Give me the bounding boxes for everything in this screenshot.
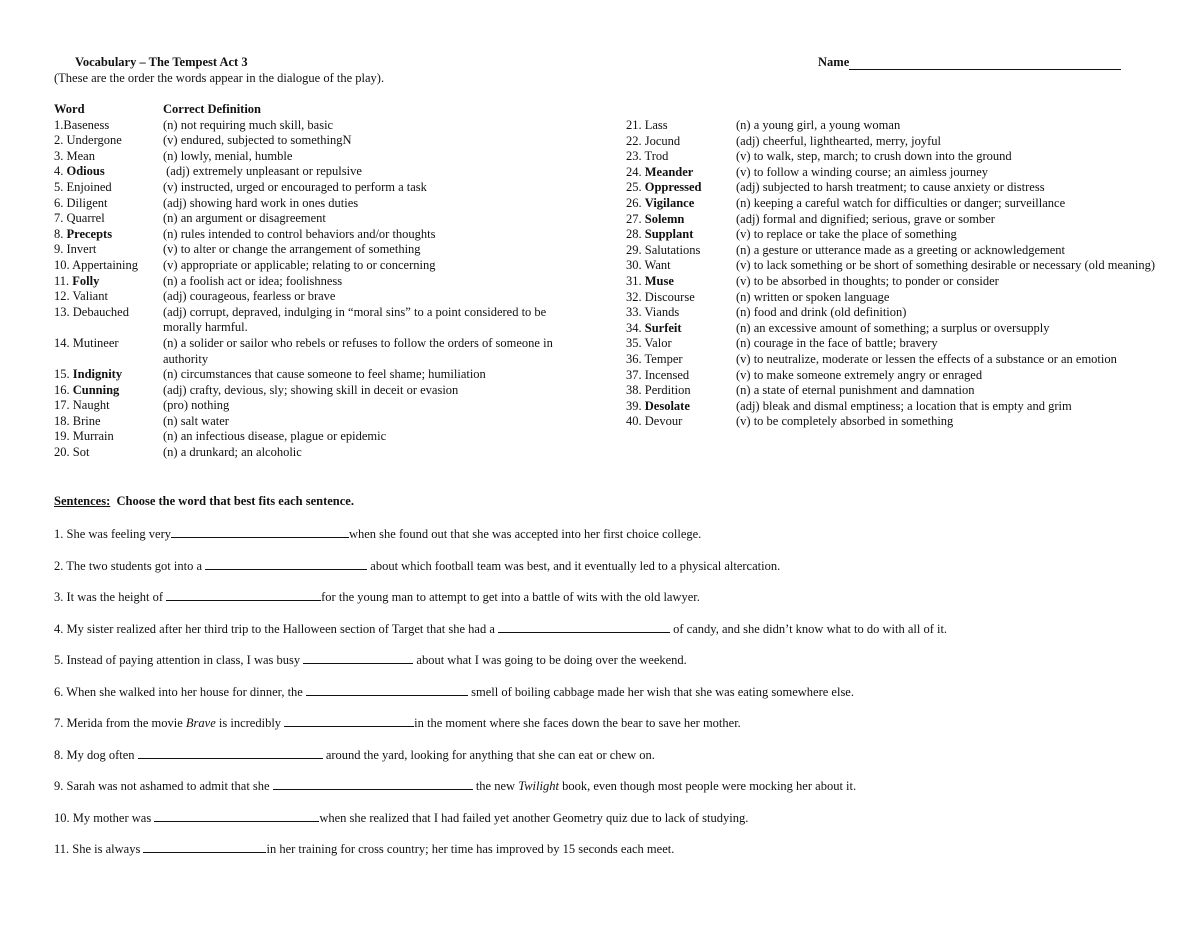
vocab-word-cell (54, 445, 163, 461)
vocab-word-cell (626, 149, 736, 165)
vocab-row (54, 164, 584, 180)
vocab-definition: (v) to lack something or be short of something desirable or necessary (old meaning) (736, 258, 1155, 273)
vocab-number: 33. (626, 305, 645, 320)
answer-blank[interactable] (284, 715, 414, 727)
vocab-row (54, 258, 584, 274)
definition-column-header: Correct Definition (163, 102, 262, 116)
vocab-word-cell (626, 414, 736, 430)
sentences-heading (54, 494, 354, 509)
vocab-definition: (n) lowly, menial, humble (163, 148, 293, 163)
vocab-word: Mutineer (72, 335, 119, 350)
vocab-row (626, 165, 1156, 181)
vocab-word: Valiant (72, 289, 108, 304)
vocab-word-cell (626, 321, 736, 337)
vocab-row (626, 196, 1156, 212)
vocab-word: Muse (644, 273, 674, 288)
vocab-definition: (adj) subjected to harsh treatment; to cause anxiety or distress (736, 180, 1045, 195)
sentence-list (54, 526, 1154, 873)
vocab-definition: (n) a solider or sailor who rebels or refuses to follow the orders of someone in authority (163, 335, 556, 366)
vocab-word: Brine (72, 413, 101, 428)
worksheet-subtitle: (These are the order the words appear in the dialogue of the play). (54, 71, 385, 85)
vocab-definition: (n) not requiring much skill, basic (163, 117, 334, 132)
sentence-text: around the yard, looking for anything that she can eat or chew on. (322, 747, 655, 762)
vocab-number: 11. (54, 273, 73, 288)
vocab-word: Jocund (644, 133, 681, 148)
vocab-word: Trod (644, 149, 669, 164)
vocab-number: 28. (626, 227, 645, 242)
vocab-definition: (adj) extremely unpleasant or repulsive (163, 164, 362, 179)
answer-blank[interactable] (498, 621, 670, 633)
vocab-number: 16. (54, 382, 73, 397)
vocab-word: Murrain (72, 429, 114, 444)
vocab-number: 31. (626, 273, 645, 288)
answer-blank[interactable] (138, 747, 323, 759)
vocab-word: Naught (72, 398, 110, 413)
vocab-word: Viands (644, 305, 680, 320)
vocab-number: 17. (54, 398, 73, 413)
sentence-text: 1. She was feeling very (54, 527, 171, 541)
vocab-row (626, 290, 1156, 306)
vocab-word-cell (54, 414, 163, 430)
vocab-row (626, 321, 1156, 337)
vocab-word-cell (626, 368, 736, 384)
vocab-word: Precepts (66, 226, 113, 241)
answer-blank[interactable] (273, 778, 473, 790)
vocab-number: 4. (54, 164, 67, 179)
vocab-word-cell (626, 134, 736, 150)
vocab-row (54, 133, 584, 149)
vocab-word: Perdition (644, 383, 691, 398)
vocab-number: 25. (626, 180, 645, 195)
vocab-word: Oppressed (644, 180, 702, 195)
vocab-number: 19. (54, 429, 73, 444)
vocab-word-cell (54, 118, 163, 134)
sentence-item (54, 810, 1154, 842)
vocab-number: 12. (54, 289, 73, 304)
sentence-text: smell of boiling cabbage made her wish that she was eating somewhere else. (467, 684, 854, 699)
vocab-number: 18. (54, 413, 73, 428)
vocab-definition: (v) to be absorbed in thoughts; to ponder or consider (736, 273, 999, 288)
vocab-row (54, 227, 584, 243)
vocab-number: 38. (626, 383, 645, 398)
vocab-row (626, 368, 1156, 384)
vocab-number: 39. (626, 398, 645, 413)
vocab-row (626, 274, 1156, 290)
vocab-row (54, 305, 584, 336)
vocab-definition: (adj) showing hard work in ones duties (163, 195, 359, 210)
vocab-word: Diligent (66, 195, 108, 210)
sentence-text: for the young man to attempt to get into a battle of wits with the old lawyer. (321, 590, 700, 604)
name-blank[interactable] (849, 56, 1121, 70)
vocab-definition: (pro) nothing (163, 398, 230, 413)
vocab-definition: (n) a gesture or utterance made as a greeting or acknowledgement (736, 242, 1066, 257)
sentence-text: the new (472, 779, 519, 793)
vocab-word: Indignity (72, 367, 123, 382)
sentence-item (54, 589, 1154, 621)
vocab-row (54, 196, 584, 212)
sentence-item (54, 684, 1154, 716)
vocab-word: Undergone (66, 133, 122, 148)
vocab-word: Invert (66, 242, 97, 257)
answer-blank[interactable] (306, 684, 468, 696)
vocab-row (626, 399, 1156, 415)
vocab-row (54, 274, 584, 290)
sentence-item (54, 558, 1154, 590)
vocab-number: 29. (626, 242, 645, 257)
vocab-word-cell (54, 164, 163, 180)
vocab-word: Cunning (72, 382, 120, 397)
vocab-definition: (v) endured, subjected to somethingN (163, 133, 352, 148)
vocab-number: 3. (54, 148, 67, 163)
sentence-text: of candy, and she didn’t know what to do with all of it. (670, 621, 948, 636)
answer-blank[interactable] (171, 526, 349, 538)
vocab-word-cell (626, 258, 736, 274)
vocab-word: Appertaining (72, 257, 139, 272)
vocab-definition: (adj) formal and dignified; serious, grave or somber (736, 211, 995, 226)
vocab-definition: (v) to make someone extremely angry or enraged (736, 367, 983, 382)
vocab-definition: (adj) corrupt, depraved, indulging in “moral sins” to a point considered to be morally harmful. (163, 304, 550, 335)
vocab-word-cell (54, 398, 163, 414)
sentence-item (54, 778, 1154, 810)
vocab-number: 7. (54, 211, 67, 226)
vocab-definition: (v) to be completely absorbed in something (736, 414, 954, 429)
vocab-row (54, 429, 584, 445)
vocab-word: Surfeit (644, 320, 682, 335)
vocab-definition: (n) salt water (163, 413, 229, 428)
vocab-word: Vigilance (644, 195, 695, 210)
sentence-item (54, 621, 1154, 653)
vocab-word: Valor (644, 336, 672, 351)
vocab-word-cell (54, 274, 163, 290)
vocab-definition: (v) appropriate or applicable; relating to or concerning (163, 257, 436, 272)
vocab-word-cell (626, 180, 736, 196)
worksheet-title: Vocabulary – The Tempest Act 3 (75, 55, 248, 69)
vocab-number: 5. (54, 179, 67, 194)
sentence-item (54, 526, 1154, 558)
vocab-row (626, 180, 1156, 196)
vocab-number: 24. (626, 164, 645, 179)
vocab-row (54, 242, 584, 258)
vocab-definition: (n) an argument or disagreement (163, 211, 326, 226)
vocab-definition: (v) to replace or take the place of something (736, 227, 957, 242)
sentence-text: 5. Instead of paying attention in class, I was busy (54, 653, 304, 667)
vocab-word-cell (626, 336, 736, 352)
vocab-row (54, 414, 584, 430)
vocab-word-cell (54, 149, 163, 165)
vocab-word: Desolate (644, 398, 690, 413)
vocab-definition: (n) an excessive amount of something; a surplus or oversupply (736, 320, 1050, 335)
vocab-word-cell (54, 180, 163, 196)
vocab-definition: (n) rules intended to control behaviors and/or thoughts (163, 226, 436, 241)
sentence-item (54, 841, 1154, 873)
sentence-text: in the moment where she faces down the bear to save her mother. (414, 716, 741, 730)
vocab-word: Folly (72, 273, 100, 288)
vocab-word-cell (54, 289, 163, 305)
vocab-number: 34. (626, 320, 645, 335)
vocab-row (54, 211, 584, 227)
vocab-word: Meander (644, 164, 694, 179)
vocab-number: 8. (54, 226, 67, 241)
vocab-number: 30. (626, 258, 645, 273)
vocab-definition: (n) food and drink (old definition) (736, 305, 907, 320)
answer-blank[interactable] (166, 589, 321, 601)
sentence-text: when she realized that I had failed yet another Geometry quiz due to lack of studying. (319, 810, 749, 825)
vocab-definition: (v) to neutralize, moderate or lessen the effects of a substance or an emotion (736, 351, 1117, 366)
answer-blank[interactable] (154, 810, 319, 822)
vocab-row (54, 118, 584, 134)
vocab-definition: (v) to walk, step, march; to crush down into the ground (736, 149, 1012, 164)
vocab-definition: (adj) crafty, devious, sly; showing skill in deceit or evasion (163, 382, 459, 397)
sentence-text: book, even though most people were mocking her about it. (558, 779, 857, 793)
vocab-definition: (n) written or spoken language (736, 289, 890, 304)
vocab-word-cell (626, 243, 736, 259)
vocab-number: 9. (54, 242, 67, 257)
sentence-item (54, 715, 1154, 747)
sentence-text: 8. My dog often (54, 747, 138, 762)
vocab-row (626, 212, 1156, 228)
name-label: Name (818, 55, 850, 69)
vocab-row (54, 149, 584, 165)
vocab-row (54, 336, 584, 367)
vocab-number: 32. (626, 289, 645, 304)
vocab-definition: (n) a young girl, a young woman (736, 118, 901, 132)
vocab-row (626, 336, 1156, 352)
word-column-header: Word (54, 102, 85, 116)
vocab-word: Want (644, 258, 671, 273)
vocab-row (626, 352, 1156, 368)
vocab-word: Sot (72, 445, 90, 460)
answer-blank[interactable] (205, 558, 367, 570)
sentence-text: 7. Merida from the movie (54, 716, 186, 730)
vocab-number: 27. (626, 211, 645, 226)
vocab-word-cell (626, 165, 736, 181)
vocab-word-cell (626, 227, 736, 243)
vocab-word-cell (54, 336, 163, 367)
sentence-italic-title: Brave (185, 716, 216, 730)
vocab-row (626, 383, 1156, 399)
vocab-number: 23. (626, 149, 645, 164)
vocab-row (626, 258, 1156, 274)
vocab-row (626, 134, 1156, 150)
sentence-text: 10. My mother was (54, 810, 155, 825)
vocab-word: Discourse (644, 289, 695, 304)
vocab-word-cell (626, 274, 736, 290)
vocab-word: Salutations (644, 242, 701, 257)
vocab-word: Debauched (72, 304, 129, 319)
vocab-word: Devour (644, 414, 683, 429)
sentence-text: 2. The two students got into a (54, 558, 206, 573)
vocab-word: Lass (644, 118, 668, 132)
vocab-word-cell (626, 290, 736, 306)
vocab-word: Temper (644, 351, 683, 366)
vocab-definition: (v) to alter or change the arrangement of something (163, 242, 421, 257)
vocab-word: Mean (66, 148, 95, 163)
vocab-number: 6. (54, 195, 67, 210)
vocab-number: 14. (54, 335, 73, 350)
vocab-row (54, 383, 584, 399)
vocab-header-row (54, 102, 584, 118)
sentence-italic-title: Twilight (518, 779, 559, 793)
vocab-row (54, 180, 584, 196)
vocab-word-cell (54, 211, 163, 227)
vocab-word-cell (54, 429, 163, 445)
vocab-word-cell (626, 118, 736, 134)
vocab-number: 15. (54, 367, 73, 382)
vocab-column-right (626, 118, 1156, 430)
vocab-word-cell (626, 383, 736, 399)
vocab-row (54, 289, 584, 305)
vocab-number: 26. (626, 195, 645, 210)
sentence-text: 4. My sister realized after her third trip to the Halloween section of Target that she had a (54, 621, 499, 636)
vocab-word-cell (54, 196, 163, 212)
vocab-word-cell (54, 367, 163, 383)
vocab-word: Odious (66, 164, 105, 179)
vocab-definition: (n) a state of eternal punishment and damnation (736, 383, 975, 398)
vocab-word-cell (54, 305, 163, 336)
sentence-text: 3. It was the height of (54, 590, 167, 604)
vocab-word-cell (54, 242, 163, 258)
vocab-row (626, 305, 1156, 321)
sentence-text: 6. When she walked into her house for dinner, the (54, 684, 306, 699)
vocab-definition: (n) an infectious disease, plague or epidemic (163, 429, 387, 444)
vocab-word: Enjoined (66, 179, 112, 194)
vocab-number: 35. (626, 336, 645, 351)
vocab-number: 37. (626, 367, 645, 382)
vocab-row (54, 367, 584, 383)
sentence-text: about what I was going to be doing over the weekend. (413, 653, 687, 667)
vocab-word-cell (626, 399, 736, 415)
vocab-definition: (n) circumstances that cause someone to feel shame; humiliation (163, 367, 486, 382)
vocab-definition: (n) a drunkard; an alcoholic (163, 445, 302, 460)
sentence-item (54, 747, 1154, 779)
sentence-text: 9. Sarah was not ashamed to admit that she (54, 779, 273, 793)
sentences-instruction: Choose the word that best fits each sentence. (110, 494, 354, 508)
vocab-row (54, 445, 584, 461)
sentence-text: in her training for cross country; her time has improved by 15 seconds each meet. (266, 842, 675, 856)
vocab-number: 20. (54, 445, 73, 460)
vocab-word-cell (626, 305, 736, 321)
vocab-word-cell (54, 227, 163, 243)
vocab-definition: (adj) bleak and dismal emptiness; a location that is empty and grim (736, 398, 1072, 413)
answer-blank[interactable] (143, 841, 266, 853)
answer-blank[interactable] (303, 652, 413, 664)
vocab-definition: (v) to follow a winding course; an aimless journey (736, 164, 989, 179)
vocab-row (626, 118, 1156, 134)
vocab-number: 40. (626, 414, 645, 429)
vocab-row (626, 227, 1156, 243)
vocab-number: 10. (54, 257, 73, 272)
vocab-number: 36. (626, 351, 645, 366)
vocab-word-cell (54, 383, 163, 399)
sentence-text: is incredibly (215, 716, 285, 730)
vocab-word-cell (626, 196, 736, 212)
vocab-word-cell (626, 212, 736, 228)
vocab-number: 2. (54, 133, 67, 148)
sentence-text: about which football team was best, and it eventually led to a physical altercation. (367, 558, 781, 573)
sentence-text: 11. She is always (54, 842, 144, 856)
vocab-word: Supplant (644, 227, 694, 242)
vocab-word-cell (54, 133, 163, 149)
vocab-number: 1. (54, 117, 64, 132)
vocab-word-cell (54, 258, 163, 274)
vocab-number: 13. (54, 304, 73, 319)
vocab-row (626, 414, 1156, 430)
vocab-definition: (adj) courageous, fearless or brave (163, 289, 336, 304)
vocab-word: Quarrel (66, 211, 105, 226)
vocab-row (626, 243, 1156, 259)
vocab-definition: (adj) cheerful, lighthearted, merry, joyful (736, 133, 942, 148)
vocab-row (626, 149, 1156, 165)
vocab-word: Baseness (63, 117, 110, 132)
vocab-number: 22. (626, 133, 645, 148)
vocab-definition: (n) a foolish act or idea; foolishness (163, 273, 343, 288)
name-field (818, 55, 1121, 70)
sentences-label: Sentences: (54, 494, 111, 508)
sentence-item (54, 652, 1154, 684)
vocab-definition: (n) courage in the face of battle; bravery (736, 336, 938, 351)
sentence-text: when she found out that she was accepted into her first choice college. (348, 527, 702, 541)
vocab-column-left (54, 102, 584, 461)
vocab-number: 21. (626, 118, 645, 132)
vocab-word-cell (626, 352, 736, 368)
vocab-row (54, 398, 584, 414)
vocab-definition: (n) keeping a careful watch for difficulties or danger; surveillance (736, 195, 1066, 210)
vocab-definition: (v) instructed, urged or encouraged to perform a task (163, 179, 427, 194)
vocab-word: Solemn (644, 211, 685, 226)
vocab-word: Incensed (644, 367, 690, 382)
